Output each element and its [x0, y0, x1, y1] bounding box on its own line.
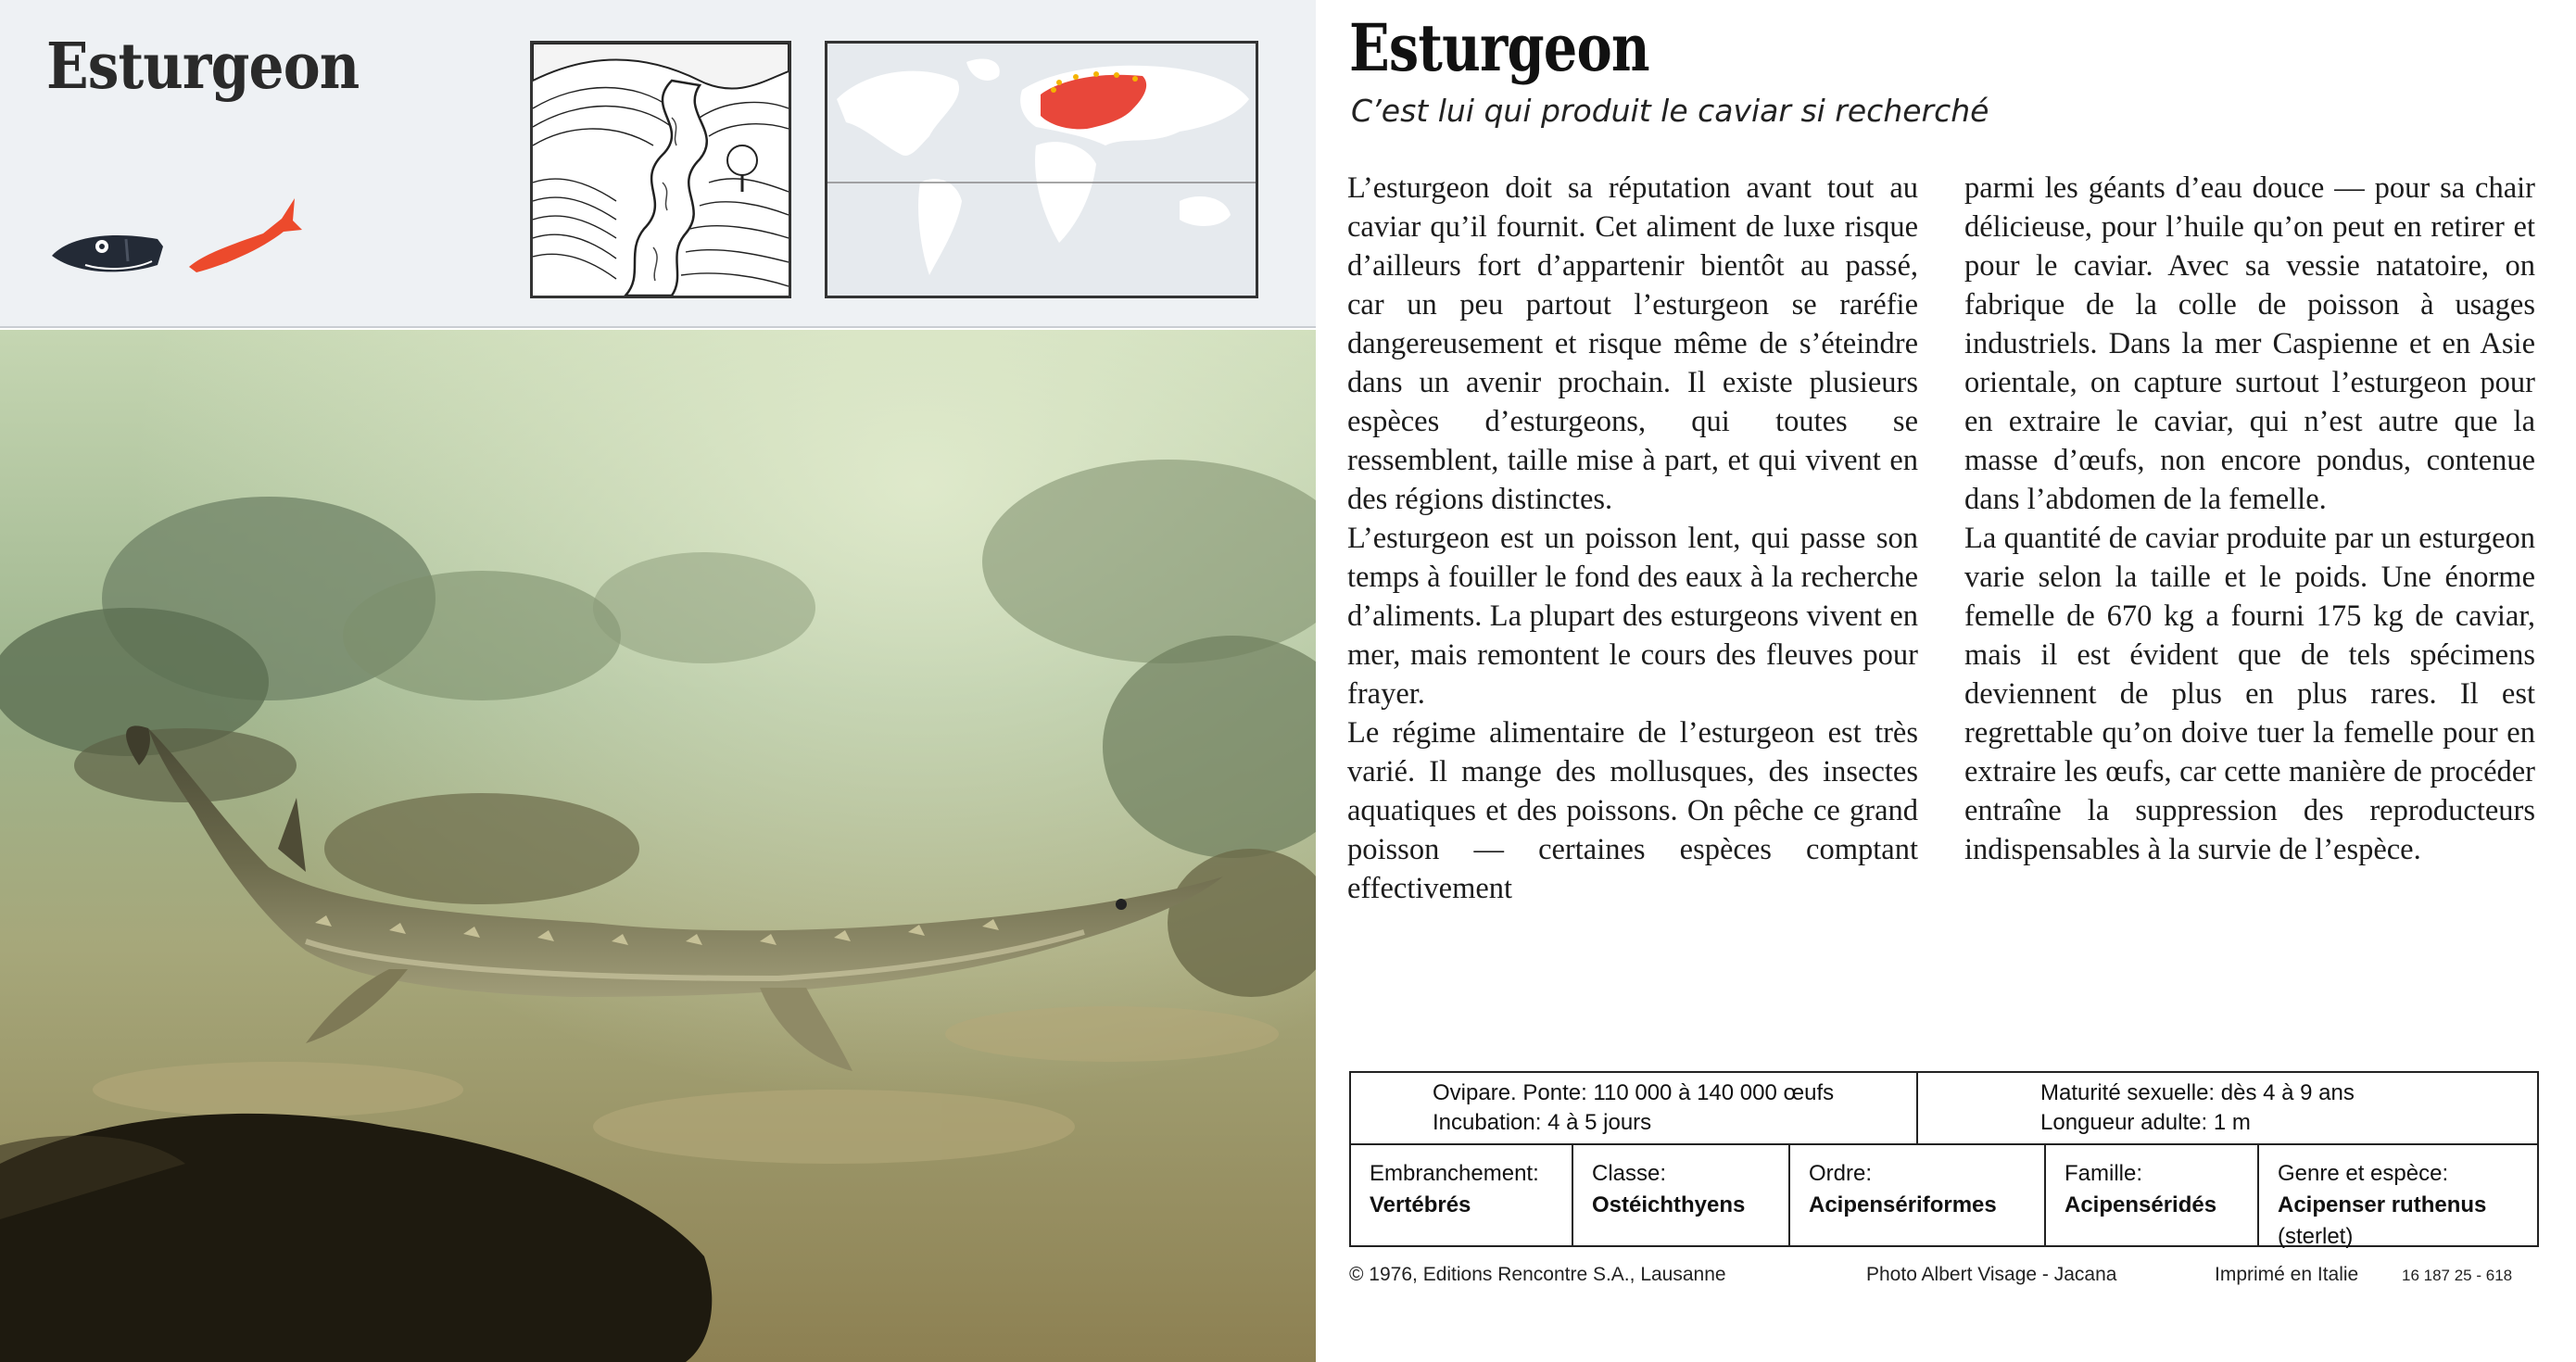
footer-code: 16 187 25 - 618 [2402, 1267, 2513, 1284]
back-title: Esturgeon [1349, 9, 1649, 86]
taxonomy-value: Acipenser ruthenus [2278, 1192, 2487, 1217]
incubation-line: Incubation: 4 à 5 jours [1433, 1110, 1652, 1135]
reproduction-line: Ovipare. Ponte: 110 000 à 140 000 œufs [1433, 1080, 1835, 1105]
taxonomy-value: Acipensériformes [1809, 1192, 1997, 1217]
sturgeon-photo [0, 330, 1316, 1362]
taxonomy-ordre [1790, 1145, 2046, 1245]
footer-printed: Imprimé en Italie [2215, 1264, 2359, 1285]
fish-head-icon [48, 219, 169, 284]
taxonomy-genre-espece [2259, 1145, 2533, 1249]
world-range-map [825, 41, 1258, 298]
taxonomy-value: Acipenséridés [2065, 1192, 2217, 1217]
maturity-line: Maturité sexuelle: dès 4 à 9 ans [2040, 1080, 2355, 1105]
text-column-left [1347, 169, 1918, 908]
red-fish-icon [185, 193, 306, 276]
taxonomy-label: Classe: [1592, 1161, 1667, 1186]
facts-table [1349, 1071, 2539, 1247]
taxonomy-classe [1573, 1145, 1790, 1245]
paragraph: L’esturgeon est un poisson lent, qui passe son temps à fouiller le fond des eaux à la recherche d’aliments. La plupart des esturgeons vivent en mer, mais remontent le cours des fleuves pour frayer. [1347, 522, 1918, 711]
river-landscape-icon [530, 41, 791, 298]
footer-copyright: © 1976, Editions Rencontre S.A., Lausanne [1349, 1264, 1726, 1285]
paragraph: La quantité de caviar produite par un esturgeon varie selon la taille et le poids. Une énorme femelle de 670 kg a fourni 175 kg de caviar, mais il est évident que de tels spécimens deviennent de plus en plus rares. Il est regrettable qu’on doive tuer la femelle pour en extraire les œufs, car cette manière de procéder entraîne la suppression des reproducteurs indispensables à la survie de l’espèce. [1964, 522, 2535, 866]
maturity-cell [1918, 1073, 2355, 1143]
back-card [1316, 0, 2576, 1362]
facts-row-biology [1351, 1073, 2537, 1145]
length-line: Longueur adulte: 1 m [2040, 1110, 2251, 1135]
paragraph: L’esturgeon doit sa réputation avant tout au caviar qu’il fournit. Cet aliment de luxe risque d’ailleurs fort d’appartenir bientôt au passé, car un peu partout l’esturgeon se raréfie dangereusement et risque même de s’éteindre dans un avenir prochain. Il existe plusieurs espèces d’esturgeons, qui toutes se ressemblent, taille mise à part, et qui vivent en des régions distinctes. [1347, 171, 1918, 516]
taxonomy-label: Famille: [2065, 1161, 2143, 1186]
back-subtitle: C’est lui qui produit le caviar si recherché [1351, 93, 1989, 129]
taxonomy-embranchement [1351, 1145, 1573, 1245]
taxonomy-note: (sterlet) [2278, 1224, 2354, 1249]
taxonomy-label: Genre et espèce: [2278, 1161, 2449, 1186]
front-title: Esturgeon [46, 30, 360, 104]
taxonomy-label: Embranchement: [1370, 1161, 1539, 1186]
taxonomy-famille [2046, 1145, 2259, 1245]
reproduction-cell [1351, 1073, 1918, 1143]
front-header [0, 0, 1316, 328]
paragraph: Le régime alimentaire de l’esturgeon est très varié. Il mange des mollusques, des insectes aquatiques et des poissons. On pêche ce grand poisson — certaines espèces comptant effectivement [1347, 716, 1918, 905]
taxonomy-label: Ordre: [1809, 1161, 1873, 1186]
taxonomy-value: Vertébrés [1370, 1192, 1471, 1217]
taxonomy-value: Ostéichthyens [1592, 1192, 1746, 1217]
paragraph: parmi les géants d’eau douce — pour sa chair délicieuse, pour l’huile qu’on peut en retirer et pour le caviar. Avec sa vessie natatoire, on fabrique de la colle de poisson à usages industriels. Dans la mer Caspienne et en Asie orientale, on capture surtout l’esturgeon pour en extraire le caviar, qui n’est autre que la masse d’œufs, non encore pondus, contenue dans l’abdomen de la femelle. [1964, 171, 2535, 516]
facts-row-taxonomy [1351, 1145, 2537, 1249]
footer-photo-credit: Photo Albert Visage - Jacana [1866, 1264, 2117, 1285]
text-column-right [1964, 169, 2535, 869]
